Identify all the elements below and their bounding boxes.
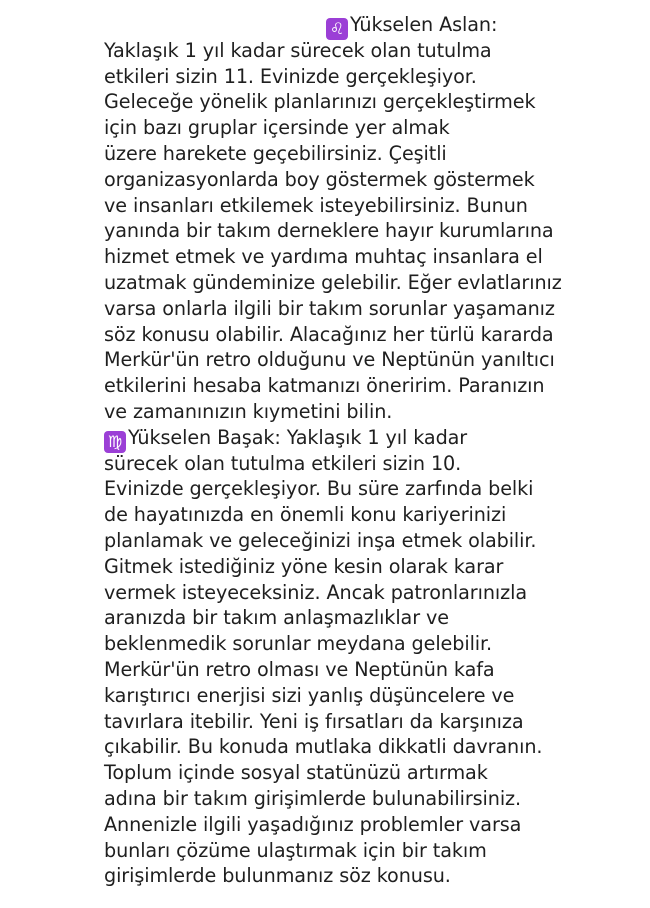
text-line: çıkabilir. Bu konuda mutlaka dikkatli davranın. [104, 735, 543, 759]
virgo-sign-icon: ♍ [104, 431, 126, 453]
text-line: organizasyonlarda boy göstermek göstermek [104, 167, 535, 191]
text-line: uzatmak gündeminize gelebilir. Eğer evlatlarınız [104, 270, 562, 294]
text-line: ♌ Yükselen Aslan: [104, 12, 620, 38]
text-line: Toplum içinde sosyal statünüzü artırmak [104, 761, 488, 785]
text-line: beklenmedik sorunlar meydana gelebilir. [104, 632, 493, 656]
text-line: bunları çözüme ulaştırmak için bir takım [104, 838, 487, 862]
text-line: sürecek olan tutulma etkileri sizin 10. [104, 451, 462, 475]
text-line: hizmet etmek ve yardıma muhtaç insanlara el [104, 245, 543, 269]
text-line: ve zamanınızın kıymetini bilin. [104, 399, 393, 423]
section-yukselen-basak [104, 425, 620, 889]
text-line: etkilerini hesaba katmanızı öneririm. Paranızın [104, 374, 545, 398]
text-line: Gitmek istediğiniz yöne kesin olarak karar [104, 554, 504, 578]
leo-sign-icon: ♌ [326, 18, 348, 40]
text-line: Geleceğe yönelik planlarınızı gerçekleştirmek [104, 90, 536, 114]
text-line: Merkür'ün retro olması ve Neptünün kafa [104, 657, 495, 681]
text-line: için bazı gruplar içersinde yer almak [104, 116, 450, 140]
text-line: etkileri sizin 11. Evinizde gerçekleşiyor. [104, 64, 477, 88]
text-line: Annenizle ilgili yaşadığınız problemler varsa [104, 812, 522, 836]
text-line: planlamak ve geleceğinizi inşa etmek olabilir. [104, 528, 537, 552]
text-line: ve insanları etkilemek isteyebilirsiniz. Bunun [104, 193, 528, 217]
text-line: söz konusu olabilir. Alacağınız her türlü kararda [104, 322, 554, 346]
text-line: Yaklaşık 1 yıl kadar sürecek olan tutulma [104, 38, 492, 62]
text-line: Merkür'ün retro olduğunu ve Neptünün yanıltıcı [104, 348, 555, 372]
text-line: üzere harekete geçebilirsiniz. Çeşitli [104, 141, 447, 165]
text-line: girişimlerde bulunmanız söz konusu. [104, 864, 451, 888]
text-line: Evinizde gerçekleşiyor. Bu süre zarfında belki [104, 477, 534, 501]
text-line: adına bir takım girişimlerde bulunabilirsiniz. [104, 786, 522, 810]
text-line: karıştırıcı enerjisi sizi yanlış düşüncelere ve [104, 683, 515, 707]
text-line: tavırlara itebilir. Yeni iş fırsatları da karşınıza [104, 709, 524, 733]
text-line: aranızda bir takım anlaşmazlıklar ve [104, 606, 449, 630]
text-line: ♍ Yükselen Başak: Yaklaşık 1 yıl kadar [104, 425, 620, 451]
text-line: de hayatınızda en önemli konu kariyerinizi [104, 503, 507, 527]
text-line: vermek isteyeceksiniz. Ancak patronlarınızla [104, 580, 527, 604]
text-line: yanında bir takım derneklere hayır kurumlarına [104, 219, 554, 243]
section-yukselen-aslan [104, 12, 620, 425]
text-line: varsa onlarla ilgili bir takım sorunlar yaşamanız [104, 296, 555, 320]
